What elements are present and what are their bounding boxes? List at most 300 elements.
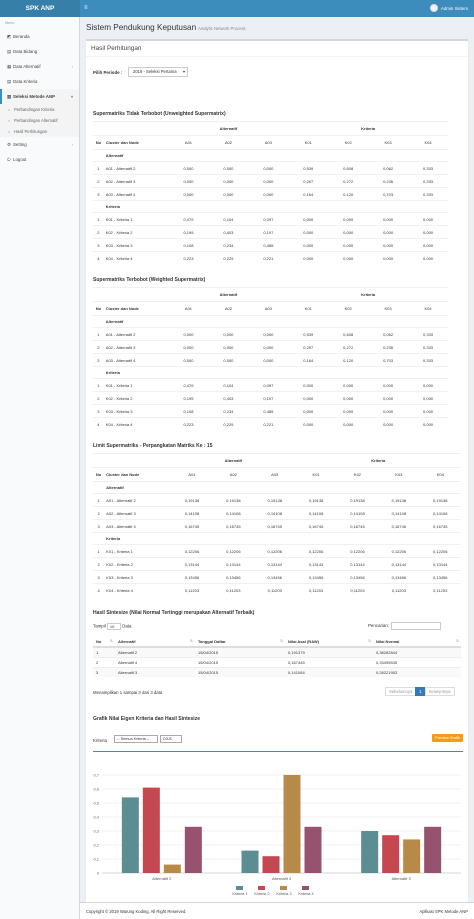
matrix-cell: 0,16745 xyxy=(295,520,336,533)
table-cell: 0,141084 xyxy=(285,667,373,677)
matrix-title: Limit Supermatriks - Perpangkatan Matriks Ke : 15 xyxy=(93,443,213,449)
row-label: A03 - Alternatif 4 xyxy=(104,520,171,533)
row-label: A02 - Alternatif 3 xyxy=(104,507,171,520)
sidebar-item-label: Logout xyxy=(13,157,27,162)
period-select[interactable]: 2019 - Seleksi Pertama ▾ xyxy=(128,67,188,77)
cluster-header: Cluster dan Node xyxy=(104,468,171,482)
legend-label: Kriteria 3 xyxy=(276,892,292,896)
kriteria-group-header: Kriteria xyxy=(288,288,448,302)
bar-kriteria-3-alternatif-3 xyxy=(403,839,420,873)
table-cell: Alternatif 4 xyxy=(115,657,195,667)
footer-copyright: Copyright © 2019 Warung Koding. All Right Reserved. xyxy=(86,909,187,914)
row-label: A01 - Alternatif 2 xyxy=(104,162,169,175)
row-number: 2 xyxy=(93,175,104,188)
alternatif-group-header: Alternatif xyxy=(169,288,289,302)
matrix-cell: 0,000 xyxy=(169,175,209,188)
cluster-header: Cluster dan Node xyxy=(104,136,169,150)
row-label: K04 - Kriteria 4 xyxy=(104,584,171,597)
column-header: K02 xyxy=(328,302,368,316)
matrix-cell: 0,12206 xyxy=(213,545,254,558)
matrix-cell: 0,14108 xyxy=(213,507,254,520)
length-select[interactable]: 10 xyxy=(107,623,121,630)
row-number: 2 xyxy=(93,507,104,520)
search-input[interactable] xyxy=(391,622,441,630)
matrix-cell: 0,000 xyxy=(248,188,288,201)
matrix-cell: 0,11203 xyxy=(213,584,254,597)
column-header: A03 xyxy=(248,302,288,316)
row-number: 4 xyxy=(93,252,104,265)
table-cell: 0,191379 xyxy=(285,647,373,657)
matrix-cell: 0,13456 xyxy=(378,571,419,584)
matrix-cell: 0,13144 xyxy=(171,558,212,571)
matrix-cell: 0,19138 xyxy=(213,494,254,507)
row-number: 2 xyxy=(93,558,104,571)
search-label: Pencarian: xyxy=(368,623,389,629)
row-number: 4 xyxy=(93,418,104,431)
no-header: No xyxy=(93,468,104,482)
matrix-cell: 0,16745 xyxy=(254,520,295,533)
matrix-cell: 0,19138 xyxy=(171,494,212,507)
y-tick-label: 0,1 xyxy=(93,856,99,862)
prev-page-button[interactable]: Sebelumnya xyxy=(385,687,416,696)
matrix-cell: 0,000 xyxy=(368,239,408,252)
table-row xyxy=(93,226,448,239)
graph-title: Grafik Nilai Eigen Kriteria dan Hasil Sintesize xyxy=(93,716,200,722)
chart-type-select[interactable]: D3JC xyxy=(160,735,182,743)
circle-icon: ○ xyxy=(8,129,11,134)
matrix-cell: 0,11203 xyxy=(171,584,212,597)
matrix-cell: 0,539 xyxy=(288,162,328,175)
matrix-cell: 0,000 xyxy=(208,328,248,341)
matrix-cell: 0,000 xyxy=(368,392,408,405)
matrix-cell: 0,297 xyxy=(288,341,328,354)
row-number: 2 xyxy=(93,226,104,239)
matrix-cell: 0,000 xyxy=(368,405,408,418)
matrix-cell: 0,403 xyxy=(208,392,248,405)
matrix-cell: 0,000 xyxy=(328,252,368,265)
row-label: K03 - Kriteria 3 xyxy=(104,571,171,584)
matrix-cell: 0,234 xyxy=(208,405,248,418)
y-tick-label: 0,3 xyxy=(93,828,99,834)
column-header-nilai-normal[interactable] xyxy=(373,636,461,647)
power-icon: ⏻ xyxy=(7,157,11,162)
column-header: K02 xyxy=(337,468,378,482)
table-row xyxy=(93,584,461,597)
footer-app-name: Aplikasi SPK Metode ANP xyxy=(419,909,468,914)
x-tick-label: Alternatif 3 xyxy=(391,876,411,881)
group-label: Kriteria xyxy=(104,201,448,213)
row-label: K03 - Kriteria 3 xyxy=(104,239,169,252)
matrix-cell: 0,12206 xyxy=(171,545,212,558)
matrix-cell: 0,297 xyxy=(288,175,328,188)
matrix-cell: 0,195 xyxy=(169,226,209,239)
matrix-cell: 0,333 xyxy=(408,175,448,188)
matrix-cell: 0,000 xyxy=(248,328,288,341)
table-row xyxy=(93,667,461,677)
preview-chart-button[interactable]: Preview Grafik xyxy=(432,734,463,742)
matrix-cell: 0,000 xyxy=(208,175,248,188)
matrix-cell: 0,479 xyxy=(169,379,209,392)
matrix-cell: 0,000 xyxy=(169,162,209,175)
sidebar-item-label: Data Kriteria xyxy=(13,79,38,84)
row-number: 1 xyxy=(93,494,104,507)
matrix-cell: 0,223 xyxy=(169,418,209,431)
table-row xyxy=(93,328,448,341)
bar-kriteria-4-alternatif-2 xyxy=(185,827,202,873)
sidebar-subitem-label: Perbandingan Kriteria xyxy=(14,107,55,112)
circle-icon: ○ xyxy=(8,118,11,123)
column-header: A03 xyxy=(248,136,288,150)
matrix-cell: 0,13144 xyxy=(213,558,254,571)
table-row xyxy=(93,354,448,367)
matrix-cell: 0,13456 xyxy=(420,571,461,584)
user-menu[interactable] xyxy=(430,4,468,12)
matrix-cell: 0,000 xyxy=(288,392,328,405)
matrix-cell: 0,000 xyxy=(169,341,209,354)
supermatrix-table xyxy=(93,121,448,265)
sidebar-item-label: Beranda xyxy=(13,34,30,39)
sidebar-subitem-perbandingan-alternatif[interactable] xyxy=(0,115,79,126)
group-label: Alternatif xyxy=(104,150,448,162)
matrix-cell: 0,11203 xyxy=(295,584,336,597)
matrix-cell: 0,608 xyxy=(328,162,368,175)
bar-kriteria-4-alternatif-4 xyxy=(305,827,322,873)
chevron-left-icon: ‹ xyxy=(71,64,73,69)
group-label: Alternatif xyxy=(104,316,448,328)
column-header: A02 xyxy=(208,302,248,316)
table-row xyxy=(93,494,461,507)
row-label: A03 - Alternatif 4 xyxy=(104,188,169,201)
row-number: 1 xyxy=(93,213,104,226)
matrix-cell: 0,234 xyxy=(208,239,248,252)
matrix-cell: 0,333 xyxy=(408,341,448,354)
legend-label: Kriteria 4 xyxy=(298,892,314,896)
bar-kriteria-1-alternatif-4 xyxy=(242,851,259,873)
row-number: 1 xyxy=(93,162,104,175)
row-number: 2 xyxy=(93,392,104,405)
sidebar-item-data-alternatif[interactable] xyxy=(0,59,79,74)
matrix-cell: 0,11203 xyxy=(378,584,419,597)
circle-icon: ○ xyxy=(8,107,11,112)
kriteria-group-header: Kriteria xyxy=(295,454,461,468)
list-icon: ▤ xyxy=(7,78,12,84)
row-number: 1 xyxy=(93,328,104,341)
column-header: K01 xyxy=(288,136,328,150)
matrix-cell: 0,000 xyxy=(328,392,368,405)
legend-swatch xyxy=(258,886,265,890)
sidebar-subitem-perbandingan-kriteria[interactable] xyxy=(0,104,79,115)
x-tick-label: Alternatif 2 xyxy=(152,876,172,881)
row-number: 1 xyxy=(93,379,104,392)
legend-swatch xyxy=(302,886,309,890)
matrix-cell: 0,13456 xyxy=(171,571,212,584)
column-header-nilai-asal-raw[interactable] xyxy=(285,636,373,647)
table-row xyxy=(93,175,448,188)
row-label: K02 - Kriteria 2 xyxy=(104,558,171,571)
matrix-cell: 0,000 xyxy=(288,213,328,226)
column-header-label: Tanggal Daftar xyxy=(198,638,226,644)
matrix-cell: 0,13456 xyxy=(213,571,254,584)
matrix-cell: 0,197 xyxy=(248,392,288,405)
divider xyxy=(86,56,468,57)
sidebar-item-label: Data Alternatif xyxy=(13,64,41,69)
matrix-cell: 0,000 xyxy=(288,252,328,265)
criteria-select[interactable]: -- Semua Kriteria -- xyxy=(114,735,158,743)
next-page-button[interactable]: Selanjutnya xyxy=(425,687,455,696)
table-row xyxy=(93,520,461,533)
matrix-cell: 0,223 xyxy=(169,252,209,265)
matrix-cell: 0,19138 xyxy=(420,494,461,507)
matrix-cell: 0,000 xyxy=(288,418,328,431)
sidebar-item-data-kriteria[interactable] xyxy=(0,74,79,89)
chevron-down-icon: ▾ xyxy=(70,94,73,99)
page-1-button[interactable]: 1 xyxy=(415,687,425,696)
matrix-cell: 0,703 xyxy=(368,188,408,201)
matrix-cell: 0,000 xyxy=(208,188,248,201)
column-header: K04 xyxy=(408,302,448,316)
bar-kriteria-3-alternatif-2 xyxy=(164,865,181,873)
content-wrapper xyxy=(80,17,474,919)
supermatrix-table xyxy=(93,287,448,431)
sidebar-item-seleksi-metode-anp[interactable] xyxy=(0,89,79,104)
top-navbar xyxy=(0,0,474,17)
hamburger-icon[interactable]: ≡ xyxy=(84,5,88,11)
table-row xyxy=(93,239,448,252)
column-header: K03 xyxy=(378,468,419,482)
y-tick-label: 0,5 xyxy=(93,800,99,806)
row-number: 3 xyxy=(93,239,104,252)
matrix-cell: 0,062 xyxy=(368,328,408,341)
bar-kriteria-3-alternatif-4 xyxy=(284,775,301,873)
matrix-cell: 0,000 xyxy=(248,162,288,175)
column-header-no[interactable] xyxy=(93,636,115,647)
table-cell: 15/04/2015 xyxy=(195,667,285,677)
sidebar-item-data-bidang[interactable] xyxy=(0,44,79,59)
matrix-cell: 0,13144 xyxy=(378,558,419,571)
table-row xyxy=(93,571,461,584)
matrix-cell: 0,000 xyxy=(208,162,248,175)
matrix-cell: 0,000 xyxy=(328,405,368,418)
matrix-cell: 0,164 xyxy=(288,188,328,201)
alternatif-group-header: Alternatif xyxy=(169,122,289,136)
row-label: K01 - Kriteria 1 xyxy=(104,545,171,558)
dashboard-icon: ◩ xyxy=(7,33,12,39)
matrix-cell: 0,108 xyxy=(169,239,209,252)
matrix-cell: 0,000 xyxy=(248,354,288,367)
column-header: A01 xyxy=(171,468,212,482)
criteria-filter-label: Kriteria xyxy=(93,738,107,743)
table-row xyxy=(93,392,448,405)
legend-label: Kriteria 2 xyxy=(254,892,270,896)
matrix-cell: 0,000 xyxy=(408,405,448,418)
matrix-cell: 0,13144 xyxy=(295,558,336,571)
sidebar-item-label: Data Bidang xyxy=(13,49,38,54)
matrix-cell: 0,19138 xyxy=(295,494,336,507)
matrix-cell: 0,000 xyxy=(368,418,408,431)
column-header: A02 xyxy=(208,136,248,150)
table-row xyxy=(93,657,461,667)
column-header: A01 xyxy=(169,136,209,150)
table-row xyxy=(93,558,461,571)
table-cell: 0,28221953 xyxy=(373,667,461,677)
sidebar-item-setting[interactable] xyxy=(0,137,79,152)
matrix-cell: 0,108 xyxy=(169,405,209,418)
table-row xyxy=(93,379,448,392)
matrix-cell: 0,333 xyxy=(408,188,448,201)
row-label: K01 - Kriteria 1 xyxy=(104,379,169,392)
matrix-cell: 0,485 xyxy=(248,239,288,252)
row-label: K03 - Kriteria 3 xyxy=(104,405,169,418)
sort-icon: ⇅ xyxy=(367,638,371,643)
sidebar-item-label: Seleksi Metode ANP xyxy=(13,94,56,99)
matrix-cell: 0,16745 xyxy=(420,520,461,533)
matrix-cell: 0,221 xyxy=(248,252,288,265)
box-title: Hasil Perhitungan xyxy=(91,45,142,52)
matrix-cell: 0,000 xyxy=(288,226,328,239)
table-row xyxy=(93,213,448,226)
bar-kriteria-2-alternatif-3 xyxy=(382,835,399,873)
footer xyxy=(80,902,474,919)
sidebar-item-logout[interactable] xyxy=(0,152,79,167)
column-header-label: No xyxy=(96,638,102,644)
matrix-cell: 0,000 xyxy=(169,328,209,341)
book-icon: ▤ xyxy=(7,48,12,54)
chevron-left-icon: ‹ xyxy=(71,142,73,147)
brand-logo[interactable]: SPK ANP xyxy=(0,0,80,17)
row-label: A02 - Alternatif 3 xyxy=(104,341,169,354)
length-suffix: Data xyxy=(122,623,132,629)
matrix-cell: 0,229 xyxy=(208,418,248,431)
table-cell: Alternatif 2 xyxy=(115,647,195,657)
matrix-cell: 0,062 xyxy=(368,162,408,175)
table-row xyxy=(93,405,448,418)
bar-kriteria-4-alternatif-3 xyxy=(424,827,441,873)
row-label: A02 - Alternatif 3 xyxy=(104,175,169,188)
matrix-cell: 0,13144 xyxy=(254,558,295,571)
matrix-cell: 0,403 xyxy=(208,226,248,239)
table-row xyxy=(93,507,461,520)
matrix-cell: 0,12206 xyxy=(420,545,461,558)
matrix-cell: 0,000 xyxy=(328,418,368,431)
y-tick-label: 0,4 xyxy=(93,814,99,820)
matrix-cell: 0,000 xyxy=(408,239,448,252)
table-cell: 15/04/2015 xyxy=(195,647,285,657)
row-label: A01 - Alternatif 2 xyxy=(104,494,171,507)
matrix-cell: 0,000 xyxy=(368,379,408,392)
column-header: K02 xyxy=(328,136,368,150)
matrix-cell: 0,479 xyxy=(169,213,209,226)
table-cell: 0,167445 xyxy=(285,657,373,667)
matrix-cell: 0,000 xyxy=(328,213,368,226)
column-header: K03 xyxy=(368,136,408,150)
bar-kriteria-1-alternatif-2 xyxy=(122,797,139,873)
group-label: Alternatif xyxy=(104,482,461,494)
row-label: A01 - Alternatif 2 xyxy=(104,328,169,341)
matrix-cell: 0,13456 xyxy=(337,571,378,584)
matrix-cell: 0,000 xyxy=(328,226,368,239)
matrix-cell: 0,000 xyxy=(408,392,448,405)
column-header-label: Alternatif xyxy=(118,638,136,644)
row-number: 3 xyxy=(93,405,104,418)
sort-icon: ⇅ xyxy=(279,638,283,643)
page-title xyxy=(86,23,246,32)
table-cell: 1 xyxy=(93,647,115,657)
matrix-title: Supermatriks Tidak Terbobot (Unweighted Supermatrix) xyxy=(93,111,226,117)
matrix-cell: 0,11203 xyxy=(337,584,378,597)
matrix-cell: 0,000 xyxy=(288,379,328,392)
table-row xyxy=(93,341,448,354)
row-number: 1 xyxy=(93,545,104,558)
column-header: K04 xyxy=(420,468,461,482)
matrix-cell: 0,000 xyxy=(288,239,328,252)
table-cell: 3 xyxy=(93,667,115,677)
matrix-cell: 0,13144 xyxy=(420,558,461,571)
sidebar-item-beranda[interactable] xyxy=(0,29,79,44)
matrix-cell: 0,333 xyxy=(408,354,448,367)
matrix-cell: 0,12206 xyxy=(254,545,295,558)
column-header-alternatif[interactable] xyxy=(115,636,195,647)
matrix-cell: 0,13144 xyxy=(337,558,378,571)
y-tick-label: 0 xyxy=(96,870,99,876)
alternatif-group-header: Alternatif xyxy=(171,454,295,468)
x-tick-label: Alternatif 4 xyxy=(271,876,292,881)
matrix-cell: 0,14108 xyxy=(420,507,461,520)
table-cell: Alternatif 3 xyxy=(115,667,195,677)
matrix-cell: 0,11203 xyxy=(254,584,295,597)
table-info: Menampilkan 1 sampai 3 dari 3 data xyxy=(93,690,163,695)
matrix-cell: 0,000 xyxy=(248,341,288,354)
matrix-cell: 0,000 xyxy=(368,252,408,265)
matrix-cell: 0,14108 xyxy=(295,507,336,520)
row-label: K04 - Kriteria 4 xyxy=(104,252,169,265)
matrix-cell: 0,272 xyxy=(328,175,368,188)
matrix-cell: 0,164 xyxy=(288,354,328,367)
y-tick-label: 0,7 xyxy=(93,772,99,778)
page-title-text: Sistem Pendukung Keputusan xyxy=(86,23,197,32)
length-control xyxy=(93,623,131,630)
matrix-cell: 0,16745 xyxy=(171,520,212,533)
matrix-cell: 0,097 xyxy=(248,379,288,392)
period-label: Pilih Periode : xyxy=(93,70,123,75)
row-label: K04 - Kriteria 4 xyxy=(104,418,169,431)
table-cell: 0,33495535 xyxy=(373,657,461,667)
matrix-cell: 0,19138 xyxy=(378,494,419,507)
column-header-tanggal-daftar[interactable] xyxy=(195,636,285,647)
column-header: K04 xyxy=(408,136,448,150)
sort-icon: ⇅ xyxy=(455,638,459,643)
table-row xyxy=(93,188,448,201)
matrix-cell: 0,000 xyxy=(408,252,448,265)
legend-swatch xyxy=(236,886,243,890)
matrix-cell: 0,12206 xyxy=(378,545,419,558)
matrix-cell: 0,13456 xyxy=(254,571,295,584)
row-number: 3 xyxy=(93,520,104,533)
table-row xyxy=(93,545,461,558)
sort-icon: ⇅ xyxy=(109,638,113,643)
sidebar-subitem-hasil-perhitungan[interactable] xyxy=(0,126,79,137)
result-box xyxy=(86,39,468,905)
gear-icon: ⚙ xyxy=(7,141,12,147)
matrix-cell: 0,14108 xyxy=(254,507,295,520)
column-header: K01 xyxy=(295,468,336,482)
matrix-cell: 0,097 xyxy=(248,213,288,226)
matrix-cell: 0,104 xyxy=(208,213,248,226)
matrix-cell: 0,104 xyxy=(208,379,248,392)
matrix-cell: 0,229 xyxy=(208,252,248,265)
sidebar-subitem-label: Hasil Perhitungan xyxy=(14,129,48,134)
matrix-cell: 0,000 xyxy=(408,213,448,226)
table-cell: 15/04/2015 xyxy=(195,657,285,667)
